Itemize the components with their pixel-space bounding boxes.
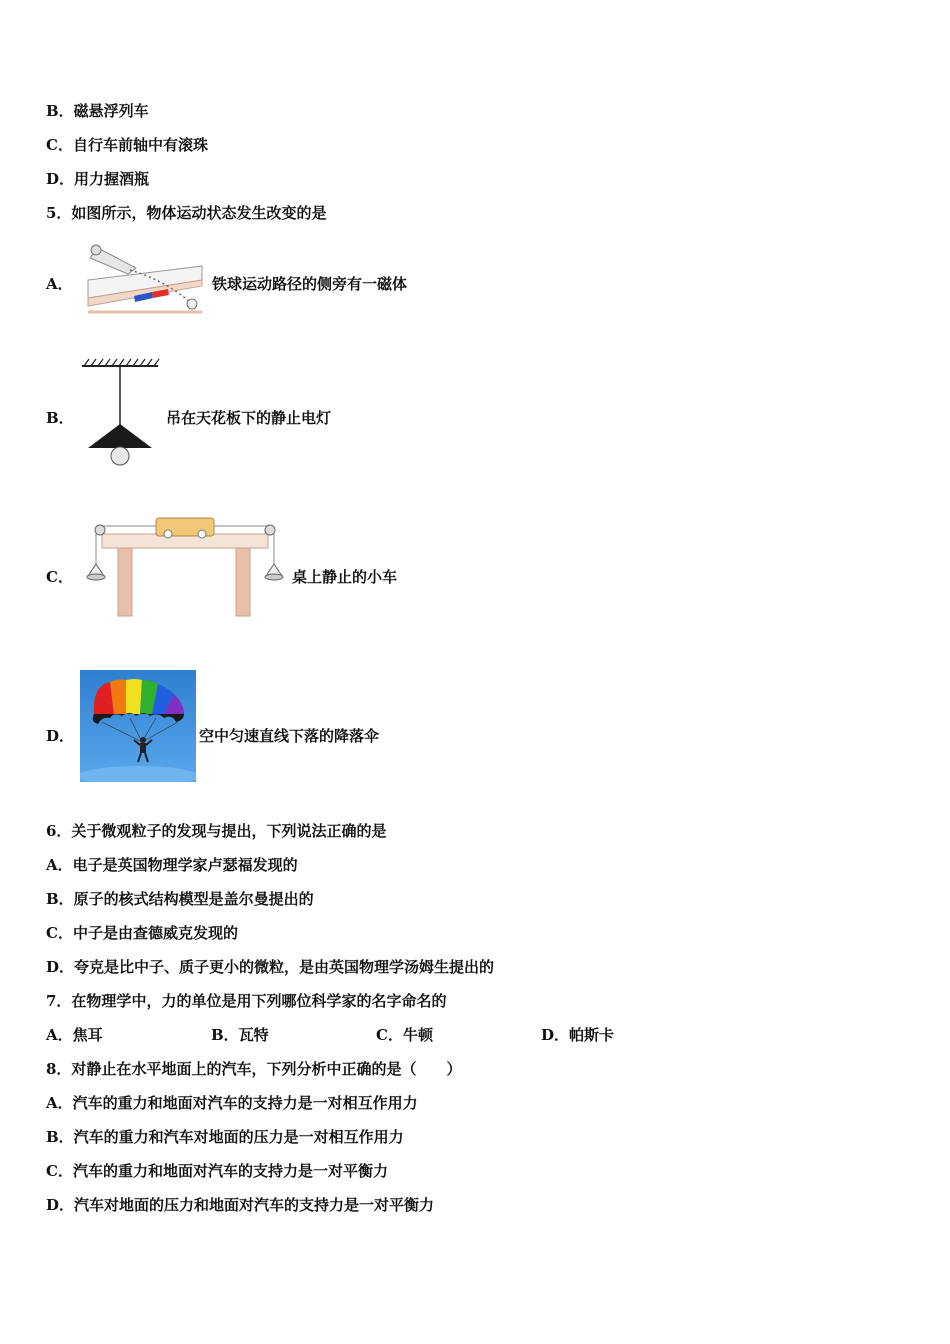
q7-option-a: A．焦耳 xyxy=(46,1026,103,1044)
q5-option-c-label: C． xyxy=(46,568,73,586)
q5-option-d-label: D． xyxy=(46,727,75,745)
q5-stem: 5．如图所示，物体运动状态发生改变的是 xyxy=(46,204,327,222)
q8-option-d: D．汽车对地面的压力和地面对汽车的支持力是一对平衡力 xyxy=(46,1196,435,1214)
q6-stem: 6．关于微观粒子的发现与提出，下列说法正确的是 xyxy=(46,822,387,840)
q5-option-a-caption: 铁球运动路径的侧旁有一磁体 xyxy=(212,275,408,293)
q4-option-c: C．自行车前轴中有滚珠 xyxy=(46,136,208,154)
q7-option-c: C．牛顿 xyxy=(376,1026,433,1044)
q8-option-b: B．汽车的重力和汽车对地面的压力是一对相互作用力 xyxy=(46,1128,404,1146)
q8-option-c: C．汽车的重力和地面对汽车的支持力是一对平衡力 xyxy=(46,1162,388,1180)
light-bulb-icon xyxy=(111,447,129,465)
cart-on-table-figure xyxy=(84,512,290,618)
q5-option-a-label: A． xyxy=(46,275,73,293)
q5-option-b-label: B． xyxy=(46,409,74,427)
q8-stem: 8．对静止在水平地面上的汽车，下列分析中正确的是（ ） xyxy=(46,1060,462,1078)
cart-icon xyxy=(156,518,214,538)
iron-ball-magnet-figure xyxy=(84,240,206,318)
q6-option-d: D．夸克是比中子、质子更小的微粒，是由英国物理学汤姆生提出的 xyxy=(46,958,495,976)
q6-option-a: A．电子是英国物理学家卢瑟福发现的 xyxy=(46,856,298,874)
parachute-figure xyxy=(80,670,196,782)
q4-option-d: D．用力握酒瓶 xyxy=(46,170,150,188)
q7-option-b: B．瓦特 xyxy=(211,1026,269,1044)
q8-option-a: A．汽车的重力和地面对汽车的支持力是一对相互作用力 xyxy=(46,1094,418,1112)
q5-option-c-caption: 桌上静止的小车 xyxy=(292,568,398,586)
hanging-lamp-figure xyxy=(80,356,160,468)
lamp-shade-icon xyxy=(88,424,152,448)
q5-option-b-caption: 吊在天花板下的静止电灯 xyxy=(166,409,332,427)
q7-option-d: D．帕斯卡 xyxy=(541,1026,615,1044)
q6-option-b: B．原子的核式结构模型是盖尔曼提出的 xyxy=(46,890,314,908)
q4-option-b: B．磁悬浮列车 xyxy=(46,102,149,120)
q7-stem: 7．在物理学中，力的单位是用下列哪位科学家的名字命名的 xyxy=(46,992,447,1010)
q6-option-c: C．中子是由查德威克发现的 xyxy=(46,924,238,942)
q5-option-d-caption: 空中匀速直线下落的降落伞 xyxy=(199,727,380,745)
